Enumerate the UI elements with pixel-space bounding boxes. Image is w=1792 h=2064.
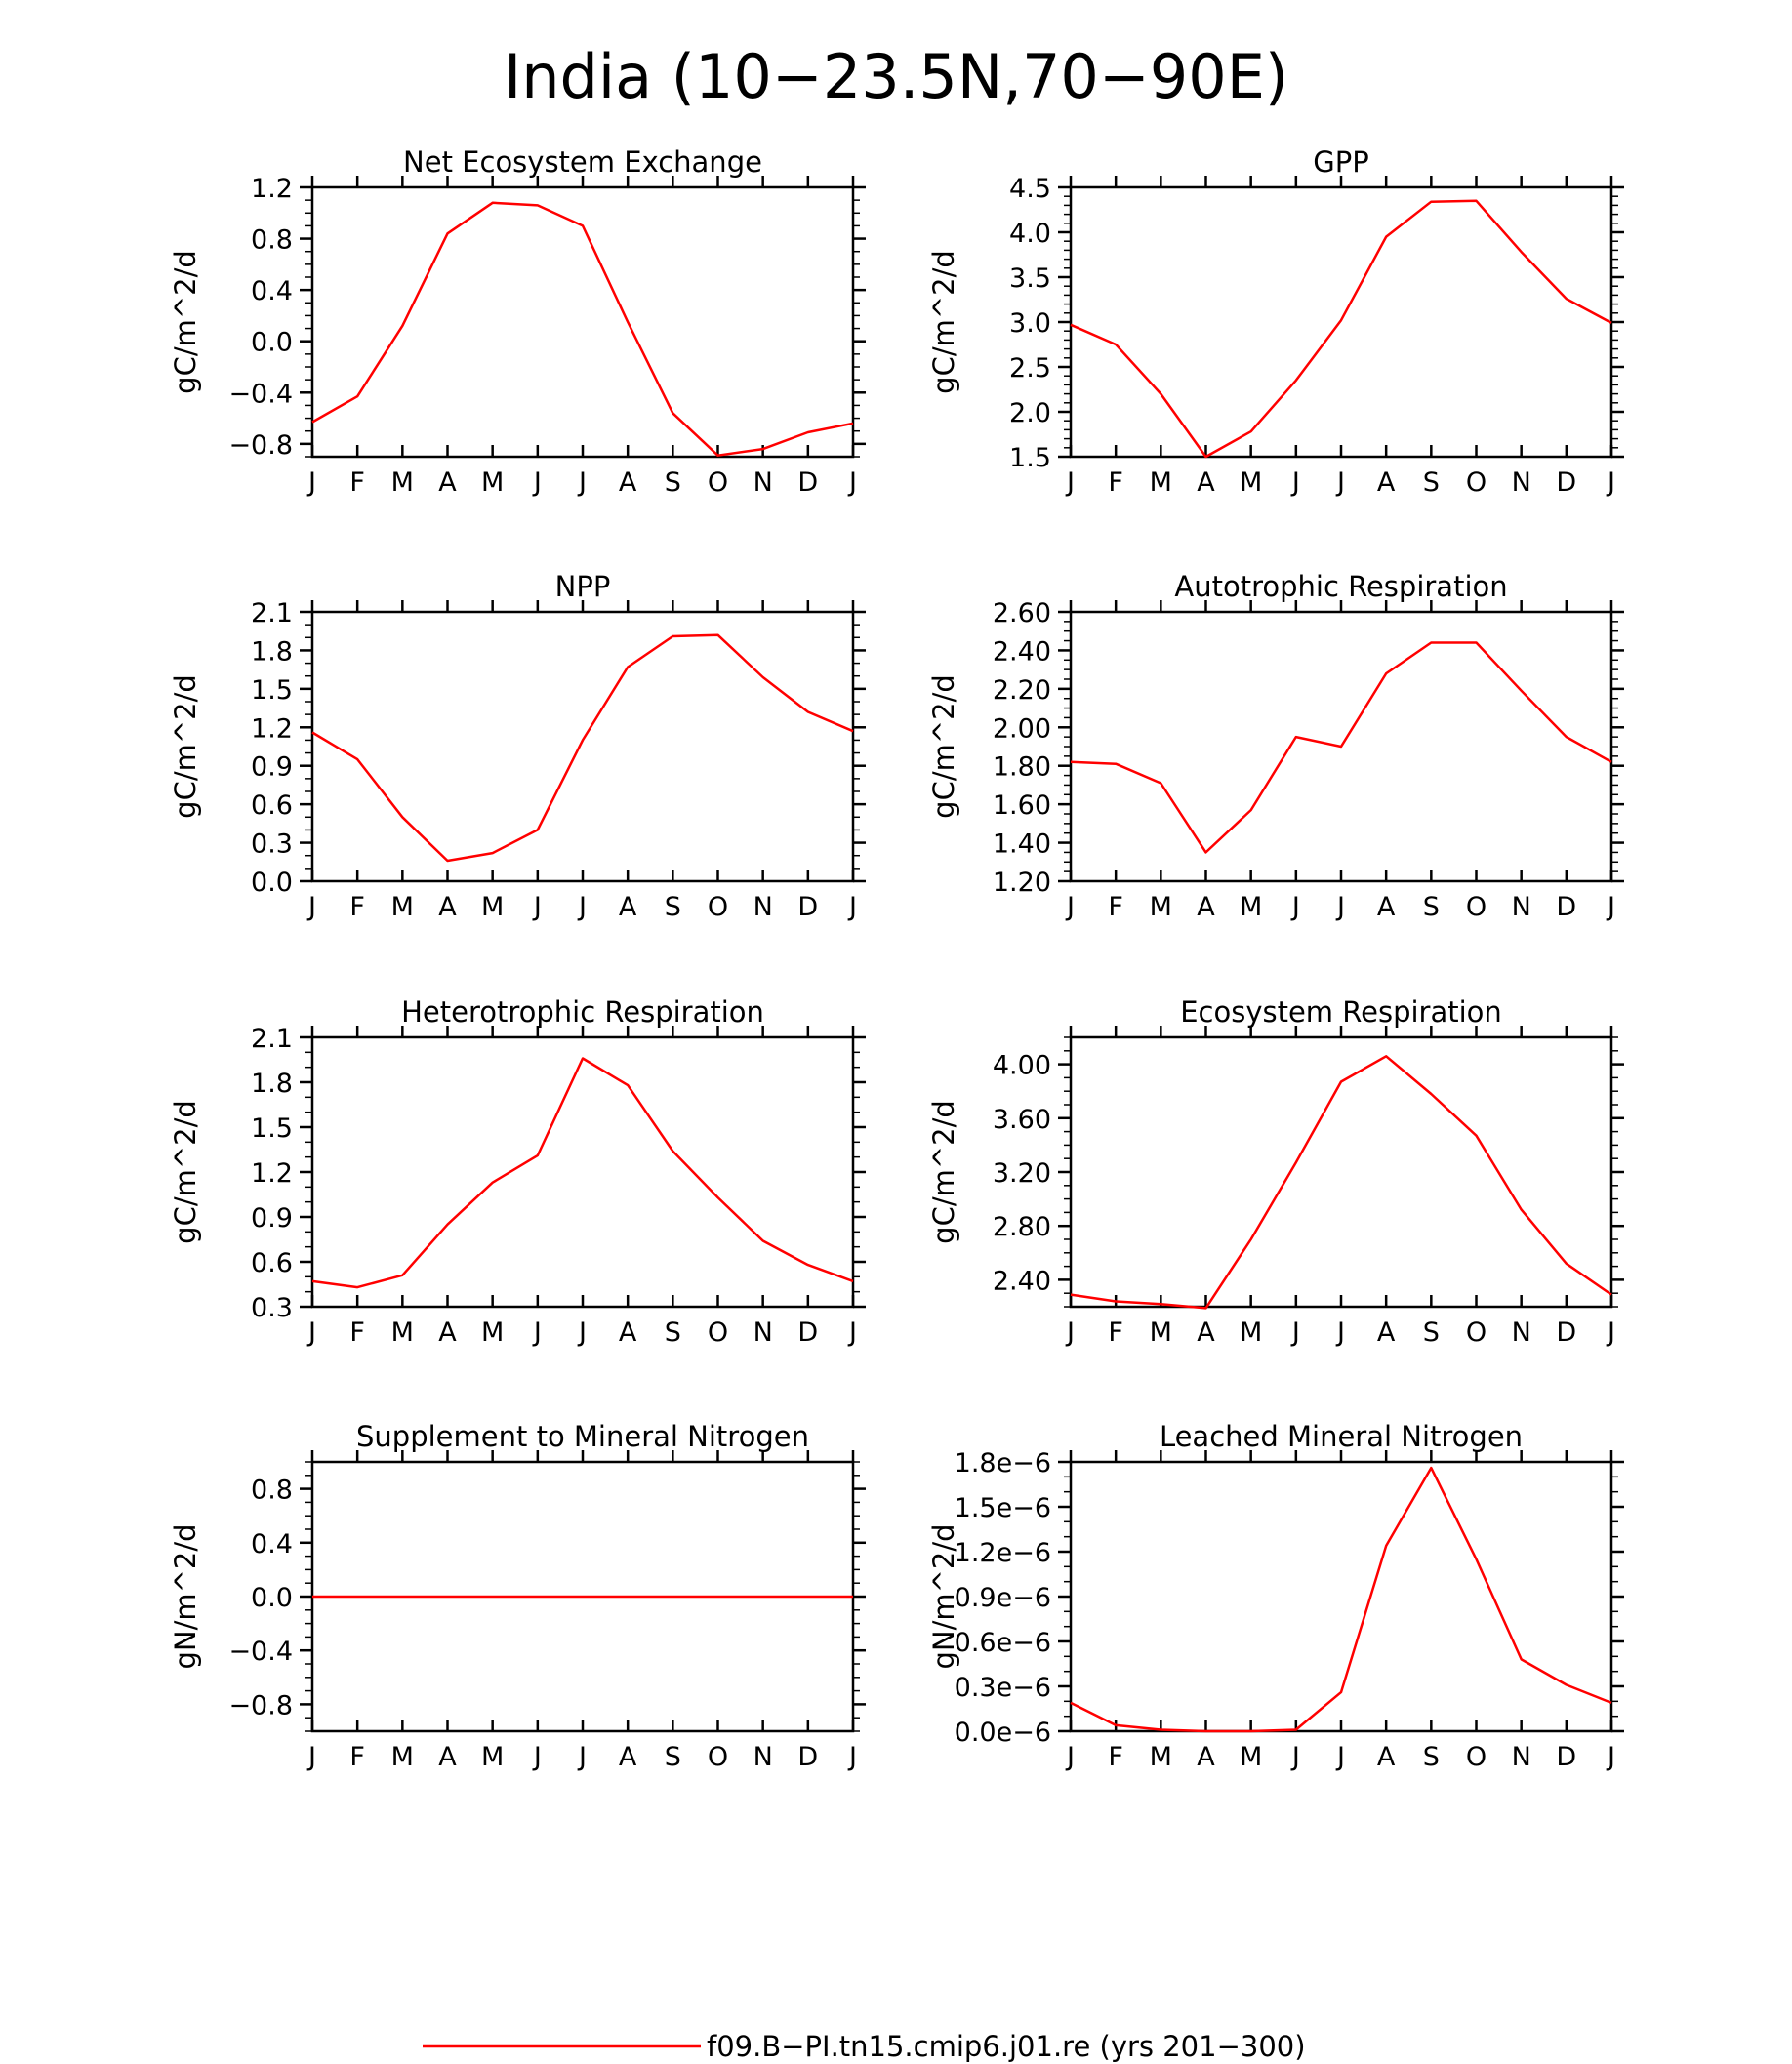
x-tick-label: J <box>849 467 857 498</box>
y-tick-label: 1.40 <box>992 829 1051 860</box>
x-tick-label: J <box>579 1742 587 1772</box>
x-tick-label: D <box>797 467 819 498</box>
x-tick-label: N <box>1511 1742 1531 1772</box>
y-tick-label: −0.4 <box>228 379 293 410</box>
y-tick-label: 1.8 <box>251 636 293 668</box>
x-tick-label: M <box>1240 1317 1263 1348</box>
panel-title: Autotrophic Respiration <box>1174 570 1508 603</box>
y-axis-label: gN/m^2/d <box>927 1523 960 1670</box>
y-tick-label: 1.20 <box>992 868 1051 898</box>
x-tick-label: A <box>618 892 637 922</box>
x-tick-label: J <box>1608 892 1615 922</box>
x-tick-label: J <box>1291 892 1300 922</box>
y-tick-label: 2.0 <box>1009 398 1051 428</box>
x-tick-label: J <box>1608 467 1615 498</box>
y-tick-label: 0.0e−6 <box>954 1718 1051 1748</box>
x-tick-label: N <box>1511 1317 1531 1348</box>
y-tick-label: 4.00 <box>992 1050 1051 1081</box>
x-tick-label: O <box>1465 1742 1487 1772</box>
x-tick-label: S <box>664 1317 681 1348</box>
x-tick-label: M <box>481 1317 505 1348</box>
x-tick-label: M <box>1240 467 1263 498</box>
x-tick-label: D <box>1556 1317 1577 1348</box>
chart-panel <box>927 570 1624 922</box>
y-axis-label: gC/m^2/d <box>169 250 202 394</box>
panel-title: GPP <box>1313 145 1369 179</box>
y-tick-label: 1.60 <box>992 790 1051 822</box>
y-tick-label: 1.5 <box>251 674 293 706</box>
x-tick-label: F <box>1108 1317 1123 1348</box>
panels <box>169 145 1624 1772</box>
y-tick-label: 0.4 <box>251 1528 293 1559</box>
y-tick-label: 2.40 <box>992 636 1051 668</box>
x-tick-label: D <box>1556 1742 1577 1772</box>
plot-frame <box>312 612 853 881</box>
y-tick-label: 0.9 <box>251 751 293 783</box>
y-axis-label: gN/m^2/d <box>169 1523 202 1670</box>
x-tick-label: M <box>1149 1317 1172 1348</box>
x-tick-label: J <box>308 1317 316 1348</box>
x-tick-label: A <box>618 467 637 498</box>
panel-title: NPP <box>554 570 611 603</box>
y-tick-label: 0.6 <box>251 1248 293 1278</box>
y-tick-label: 0.3e−6 <box>954 1673 1051 1703</box>
x-tick-label: S <box>1422 1742 1440 1772</box>
x-tick-label: M <box>390 467 414 498</box>
y-tick-label: 2.1 <box>251 598 293 628</box>
x-tick-label: J <box>533 1742 542 1772</box>
y-tick-label: 2.1 <box>251 1024 293 1054</box>
panel-title: Heterotrophic Respiration <box>401 995 764 1029</box>
series-line <box>312 635 853 861</box>
x-tick-label: M <box>1149 467 1172 498</box>
y-tick-label: −0.8 <box>228 429 293 461</box>
y-tick-label: 2.20 <box>992 674 1051 706</box>
x-tick-label: N <box>1511 892 1531 922</box>
y-axis-label: gC/m^2/d <box>927 250 960 394</box>
y-tick-label: 2.80 <box>992 1212 1051 1243</box>
y-tick-label: 2.00 <box>992 713 1051 745</box>
y-tick-label: 0.4 <box>251 276 293 307</box>
x-tick-label: J <box>849 892 857 922</box>
x-tick-label: S <box>1422 892 1440 922</box>
plot-frame <box>1071 1037 1611 1307</box>
series-line <box>312 203 853 456</box>
x-tick-label: D <box>797 1742 819 1772</box>
y-tick-label: 0.6e−6 <box>954 1628 1051 1658</box>
panel-title: Net Ecosystem Exchange <box>403 145 762 179</box>
x-tick-label: J <box>1291 1317 1300 1348</box>
x-tick-label: A <box>1376 1742 1396 1772</box>
y-tick-label: 1.5e−6 <box>954 1493 1051 1523</box>
panel-title: Supplement to Mineral Nitrogen <box>356 1420 809 1453</box>
y-tick-label: 3.20 <box>992 1158 1051 1189</box>
y-tick-label: 0.8 <box>251 224 293 256</box>
series-line <box>1071 201 1611 457</box>
plot-frame <box>312 1037 853 1307</box>
x-tick-label: M <box>481 467 505 498</box>
x-tick-label: J <box>849 1317 857 1348</box>
legend <box>423 2030 1306 2063</box>
x-tick-label: F <box>1108 467 1123 498</box>
x-tick-label: J <box>579 1317 587 1348</box>
x-tick-label: J <box>308 467 316 498</box>
chart-panel <box>927 145 1624 498</box>
chart-panel <box>169 570 866 922</box>
y-tick-label: 1.80 <box>992 751 1051 783</box>
x-tick-label: A <box>618 1742 637 1772</box>
y-tick-label: 4.0 <box>1009 219 1051 249</box>
x-tick-label: J <box>308 1742 316 1772</box>
x-tick-label: S <box>664 467 681 498</box>
x-tick-label: M <box>1240 1742 1263 1772</box>
y-tick-label: 1.8e−6 <box>954 1448 1051 1478</box>
y-axis-label: gC/m^2/d <box>927 1100 960 1244</box>
x-tick-label: M <box>1240 892 1263 922</box>
y-tick-label: 4.5 <box>1009 174 1051 204</box>
x-tick-label: J <box>533 1317 542 1348</box>
x-tick-label: A <box>1197 1742 1215 1772</box>
x-tick-label: A <box>438 1317 457 1348</box>
x-tick-label: M <box>1149 892 1172 922</box>
y-axis-label: gC/m^2/d <box>169 1100 202 1244</box>
x-tick-label: J <box>533 467 542 498</box>
x-tick-label: J <box>1291 1742 1300 1772</box>
y-tick-label: 3.60 <box>992 1104 1051 1135</box>
x-tick-label: O <box>1465 892 1487 922</box>
x-tick-label: M <box>390 892 414 922</box>
x-tick-label: J <box>1291 467 1300 498</box>
y-tick-label: 3.0 <box>1009 308 1051 339</box>
x-tick-label: A <box>438 467 457 498</box>
x-tick-label: J <box>1067 1317 1075 1348</box>
x-tick-label: F <box>1108 1742 1123 1772</box>
y-tick-label: 2.60 <box>992 598 1051 628</box>
x-tick-label: O <box>707 467 729 498</box>
x-tick-label: J <box>1337 892 1345 922</box>
x-tick-label: A <box>1197 892 1215 922</box>
x-tick-label: D <box>797 1317 819 1348</box>
x-tick-label: A <box>1376 892 1396 922</box>
x-tick-label: J <box>533 892 542 922</box>
chart-panel <box>927 995 1624 1348</box>
chart-panel <box>169 145 866 498</box>
y-tick-label: 1.2 <box>251 713 293 745</box>
x-tick-label: N <box>753 1742 773 1772</box>
chart-panel <box>169 995 866 1348</box>
x-tick-label: D <box>1556 892 1577 922</box>
x-tick-label: N <box>753 467 773 498</box>
x-tick-label: M <box>390 1742 414 1772</box>
x-tick-label: F <box>349 892 365 922</box>
x-tick-label: O <box>707 1742 729 1772</box>
x-tick-label: A <box>438 892 457 922</box>
y-tick-label: 0.3 <box>251 829 293 860</box>
series-line <box>1071 1468 1611 1731</box>
x-tick-label: J <box>1337 467 1345 498</box>
y-tick-label: 1.5 <box>1009 443 1051 473</box>
x-tick-label: A <box>618 1317 637 1348</box>
x-tick-label: A <box>1376 467 1396 498</box>
x-tick-label: F <box>349 467 365 498</box>
y-tick-label: 1.2 <box>251 1158 293 1189</box>
y-tick-label: 2.40 <box>992 1266 1051 1297</box>
x-tick-label: F <box>349 1317 365 1348</box>
y-tick-label: 0.9 <box>251 1203 293 1234</box>
x-tick-label: O <box>707 1317 729 1348</box>
y-tick-label: 3.5 <box>1009 263 1051 294</box>
x-tick-label: J <box>308 892 316 922</box>
x-tick-label: O <box>1465 1317 1487 1348</box>
y-tick-label: 0.9e−6 <box>954 1583 1051 1613</box>
x-tick-label: J <box>1067 1742 1075 1772</box>
y-tick-label: 0.6 <box>251 790 293 822</box>
y-tick-label: 2.5 <box>1009 353 1051 384</box>
x-tick-label: N <box>753 1317 773 1348</box>
chart-panel <box>169 1420 866 1772</box>
x-tick-label: J <box>1608 1317 1615 1348</box>
x-tick-label: S <box>1422 467 1440 498</box>
y-axis-label: gC/m^2/d <box>927 674 960 819</box>
y-tick-label: 0.3 <box>251 1293 293 1323</box>
x-tick-label: N <box>753 892 773 922</box>
y-tick-label: 0.8 <box>251 1475 293 1506</box>
y-tick-label: 1.2e−6 <box>954 1538 1051 1568</box>
x-tick-label: J <box>1067 467 1075 498</box>
figure-title: India (10−23.5N,70−90E) <box>503 41 1289 112</box>
x-tick-label: M <box>481 892 505 922</box>
y-tick-label: 1.2 <box>251 174 293 204</box>
x-tick-label: S <box>664 892 681 922</box>
series-line <box>1071 643 1611 853</box>
x-tick-label: F <box>1108 892 1123 922</box>
x-tick-label: J <box>849 1742 857 1772</box>
y-tick-label: 1.5 <box>251 1113 293 1144</box>
x-tick-label: A <box>1197 467 1215 498</box>
y-tick-label: 0.0 <box>251 327 293 358</box>
x-tick-label: F <box>349 1742 365 1772</box>
y-tick-label: 0.0 <box>251 868 293 898</box>
y-tick-label: 1.8 <box>251 1069 293 1099</box>
x-tick-label: J <box>1337 1742 1345 1772</box>
x-tick-label: A <box>1197 1317 1215 1348</box>
y-tick-label: 0.0 <box>251 1583 293 1613</box>
x-tick-label: J <box>1608 1742 1615 1772</box>
x-tick-label: M <box>390 1317 414 1348</box>
x-tick-label: O <box>707 892 729 922</box>
panel-title: Ecosystem Respiration <box>1180 995 1502 1029</box>
x-tick-label: J <box>579 892 587 922</box>
x-tick-label: J <box>1337 1317 1345 1348</box>
x-tick-label: S <box>664 1742 681 1772</box>
y-tick-label: −0.4 <box>228 1637 293 1668</box>
chart-panel <box>927 1420 1624 1772</box>
panel-title: Leached Mineral Nitrogen <box>1159 1420 1524 1453</box>
x-tick-label: J <box>579 467 587 498</box>
y-tick-label: −0.8 <box>228 1690 293 1721</box>
x-tick-label: N <box>1511 467 1531 498</box>
x-tick-label: O <box>1465 467 1487 498</box>
x-tick-label: D <box>1556 467 1577 498</box>
x-tick-label: A <box>438 1742 457 1772</box>
y-axis-label: gC/m^2/d <box>169 674 202 819</box>
x-tick-label: S <box>1422 1317 1440 1348</box>
x-tick-label: J <box>1067 892 1075 922</box>
x-tick-label: M <box>1149 1742 1172 1772</box>
x-tick-label: D <box>797 892 819 922</box>
series-line <box>1071 1056 1611 1308</box>
series-line <box>312 1059 853 1288</box>
x-tick-label: M <box>481 1742 505 1772</box>
legend-label: f09.B−PI.tn15.cmip6.j01.re (yrs 201−300) <box>707 2030 1306 2063</box>
x-tick-label: A <box>1376 1317 1396 1348</box>
